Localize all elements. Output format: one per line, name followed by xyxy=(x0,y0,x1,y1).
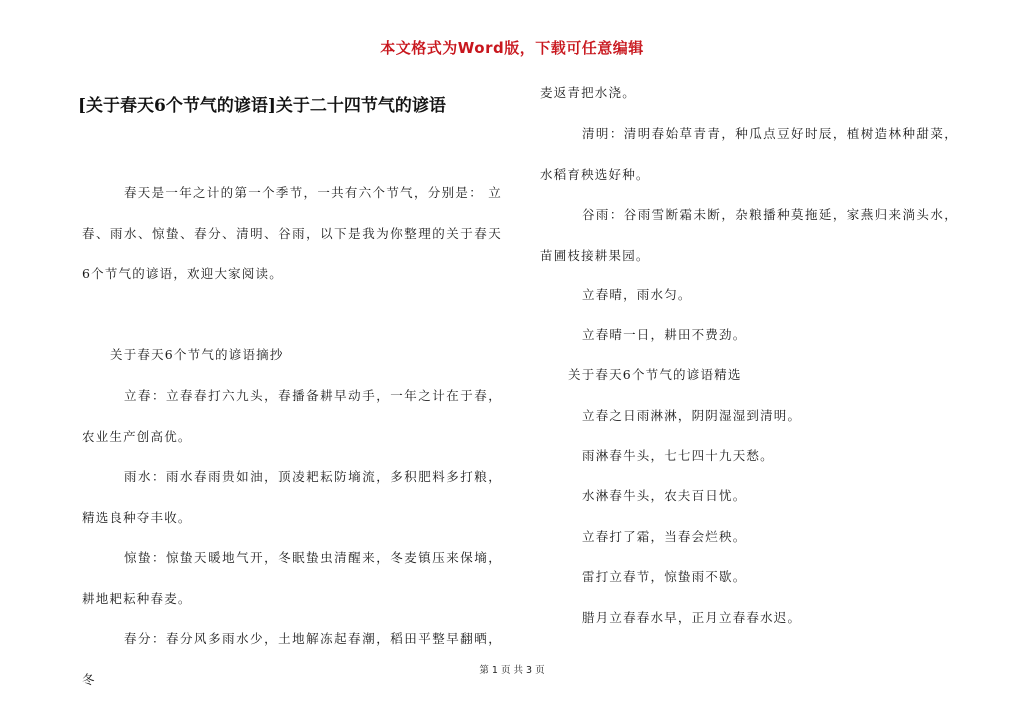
saying-line: 立春打了霜，当春会烂秧。 xyxy=(582,529,747,544)
intro-paragraph: 春天是一年之计的第一个季节，一共有六个节气，分别是： 立春、雨水、惊蛰、春分、清明、谷雨，以下是我为你整理的关于春天6个节气的谚语，欢迎大家阅读。 xyxy=(82,185,502,281)
proverb-lichun: 立春：立春春打六九头，春播备耕早动手，一年之计在于春，农业生产创高优。 xyxy=(82,388,502,444)
saying-line: 腊月立春春水早，正月立春春水迟。 xyxy=(582,610,802,625)
proverb-yushui: 雨水：雨水春雨贵如油，顶凌耙耘防墒流，多积肥料多打粮，精选良种夺丰收。 xyxy=(82,469,502,525)
saying-line: 立春晴，雨水匀。 xyxy=(582,287,692,302)
document-title: [关于春天6个节气的谚语]关于二十四节气的谚语 xyxy=(78,96,446,116)
proverb-chunfen: 春分：春分风多雨水少，土地解冻起春潮，稻田平整早翻晒，冬 xyxy=(82,631,502,687)
proverb-jingzhe: 惊蛰：惊蛰天暖地气开，冬眠蛰虫清醒来，冬麦镇压来保墒，耕地耙耘种春麦。 xyxy=(82,550,502,606)
proverb-qingming: 清明：清明春始草青青，种瓜点豆好时辰，植树造林种甜菜，水稻育秧选好种。 xyxy=(540,126,958,182)
proverb-chunfen-continued: 麦返青把水浇。 xyxy=(540,85,636,100)
saying-line: 立春晴一日，耕田不费劲。 xyxy=(582,327,747,342)
section-heading-excerpt: 关于春天6个节气的谚语摘抄 xyxy=(110,347,284,362)
saying-line: 水淋春牛头，农夫百日忧。 xyxy=(582,488,747,503)
section-heading-selected: 关于春天6个节气的谚语精选 xyxy=(568,367,742,382)
saying-line: 立春之日雨淋淋，阴阴湿湿到清明。 xyxy=(582,408,802,423)
saying-line: 雨淋春牛头，七七四十九天愁。 xyxy=(582,448,774,463)
download-banner: 本文格式为Word版，下载可任意编辑 xyxy=(380,39,644,57)
proverb-guyu: 谷雨：谷雨雪断霜未断，杂粮播种莫拖延，家燕归来淌头水，苗圃枝接耕果园。 xyxy=(540,207,958,263)
page-number: 第 1 页 共 3 页 xyxy=(479,665,545,676)
saying-line: 雷打立春节，惊蛰雨不歇。 xyxy=(582,569,747,584)
